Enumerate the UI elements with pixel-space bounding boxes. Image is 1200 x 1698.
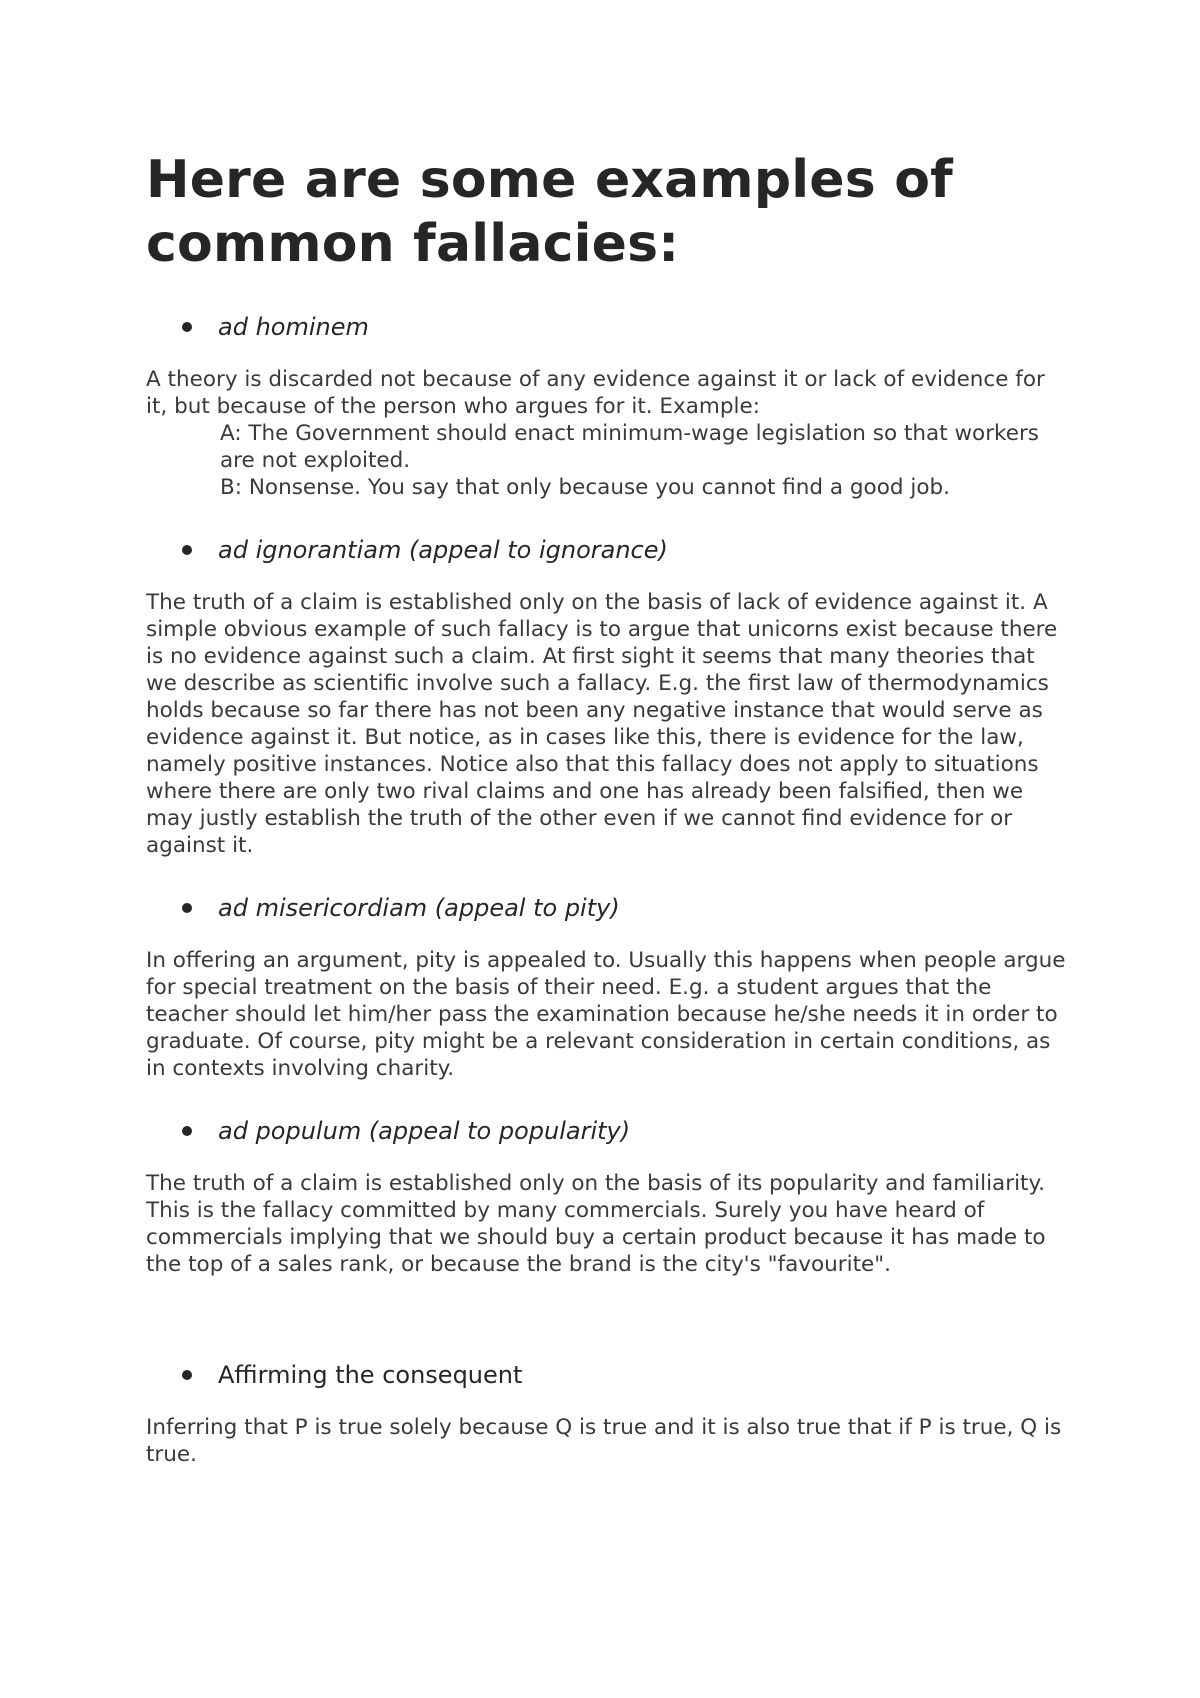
bullet-icon xyxy=(182,903,192,913)
heading-label: ad ignorantiam (appeal to ignorance) xyxy=(218,536,668,564)
section-affirming-consequent xyxy=(146,1358,1066,1468)
section-paragraph: In offering an argument, pity is appealed to. Usually this happens when people argue for special treatment on the basis of their need. E.g. a student argues that the teacher should let him/her pass the examination because he/she needs it in order to graduate. Of course, pity might be a relevant consideration in certain conditions, as in contexts involving charity. xyxy=(146,948,1066,1081)
document-page xyxy=(146,148,1066,1468)
bullet-icon xyxy=(182,545,192,555)
heading-label: ad populum (appeal to popularity) xyxy=(218,1117,631,1145)
section-heading xyxy=(182,1114,1066,1148)
bullet-icon xyxy=(182,1126,192,1136)
section-ad-ignorantiam xyxy=(146,533,1066,859)
bullet-icon xyxy=(182,322,192,332)
example-line-b: B: Nonsense. You say that only because you cannot find a good job. xyxy=(220,475,950,500)
section-heading xyxy=(182,533,1066,567)
page-title: Here are some examples of common fallacies: xyxy=(146,150,953,274)
section-paragraph: The truth of a claim is established only on the basis of its popularity and familiarity. This is the fallacy committed by many commercials. Surely you have heard of commercials implying that we should buy a certain product because it has made to the top of a sales rank, or because the brand is the city's "favourite". xyxy=(146,1171,1046,1277)
section-heading xyxy=(182,1358,1066,1392)
section-ad-hominem xyxy=(146,310,1066,501)
section-heading xyxy=(182,310,1066,344)
section-ad-populum xyxy=(146,1114,1066,1278)
heading-label: ad hominem xyxy=(218,313,369,341)
section-heading xyxy=(182,891,1066,925)
section-ad-misericordiam xyxy=(146,891,1066,1082)
section-paragraph: Inferring that P is true solely because Q is true and it is also true that if P is true, Q is true. xyxy=(146,1415,1062,1467)
bullet-icon xyxy=(182,1370,192,1380)
section-paragraph: A theory is discarded not because of any evidence against it or lack of evidence for it, but because of the person who argues for it. Example: xyxy=(146,367,1045,419)
heading-label: Affirming the consequent xyxy=(218,1361,523,1389)
example-line-a: A: The Government should enact minimum-wage legislation so that workers are not exploited. xyxy=(220,421,1039,473)
heading-label: ad misericordiam (appeal to pity) xyxy=(218,894,620,922)
section-paragraph: The truth of a claim is established only on the basis of lack of evidence against it. A simple obvious example of such fallacy is to argue that unicorns exist because there is no evidence against such a claim. At first sight it seems that many theories that we describe as scientific involve such a fallacy. E.g. the first law of thermodynamics holds because so far there has not been any negative instance that would serve as evidence against it. But notice, as in cases like this, there is evidence for the law, namely positive instances. Notice also that this fallacy does not apply to situations where there are only two rival claims and one has already been falsified, then we may justly establish the truth of the other even if we cannot find evidence for or against it. xyxy=(146,590,1058,858)
